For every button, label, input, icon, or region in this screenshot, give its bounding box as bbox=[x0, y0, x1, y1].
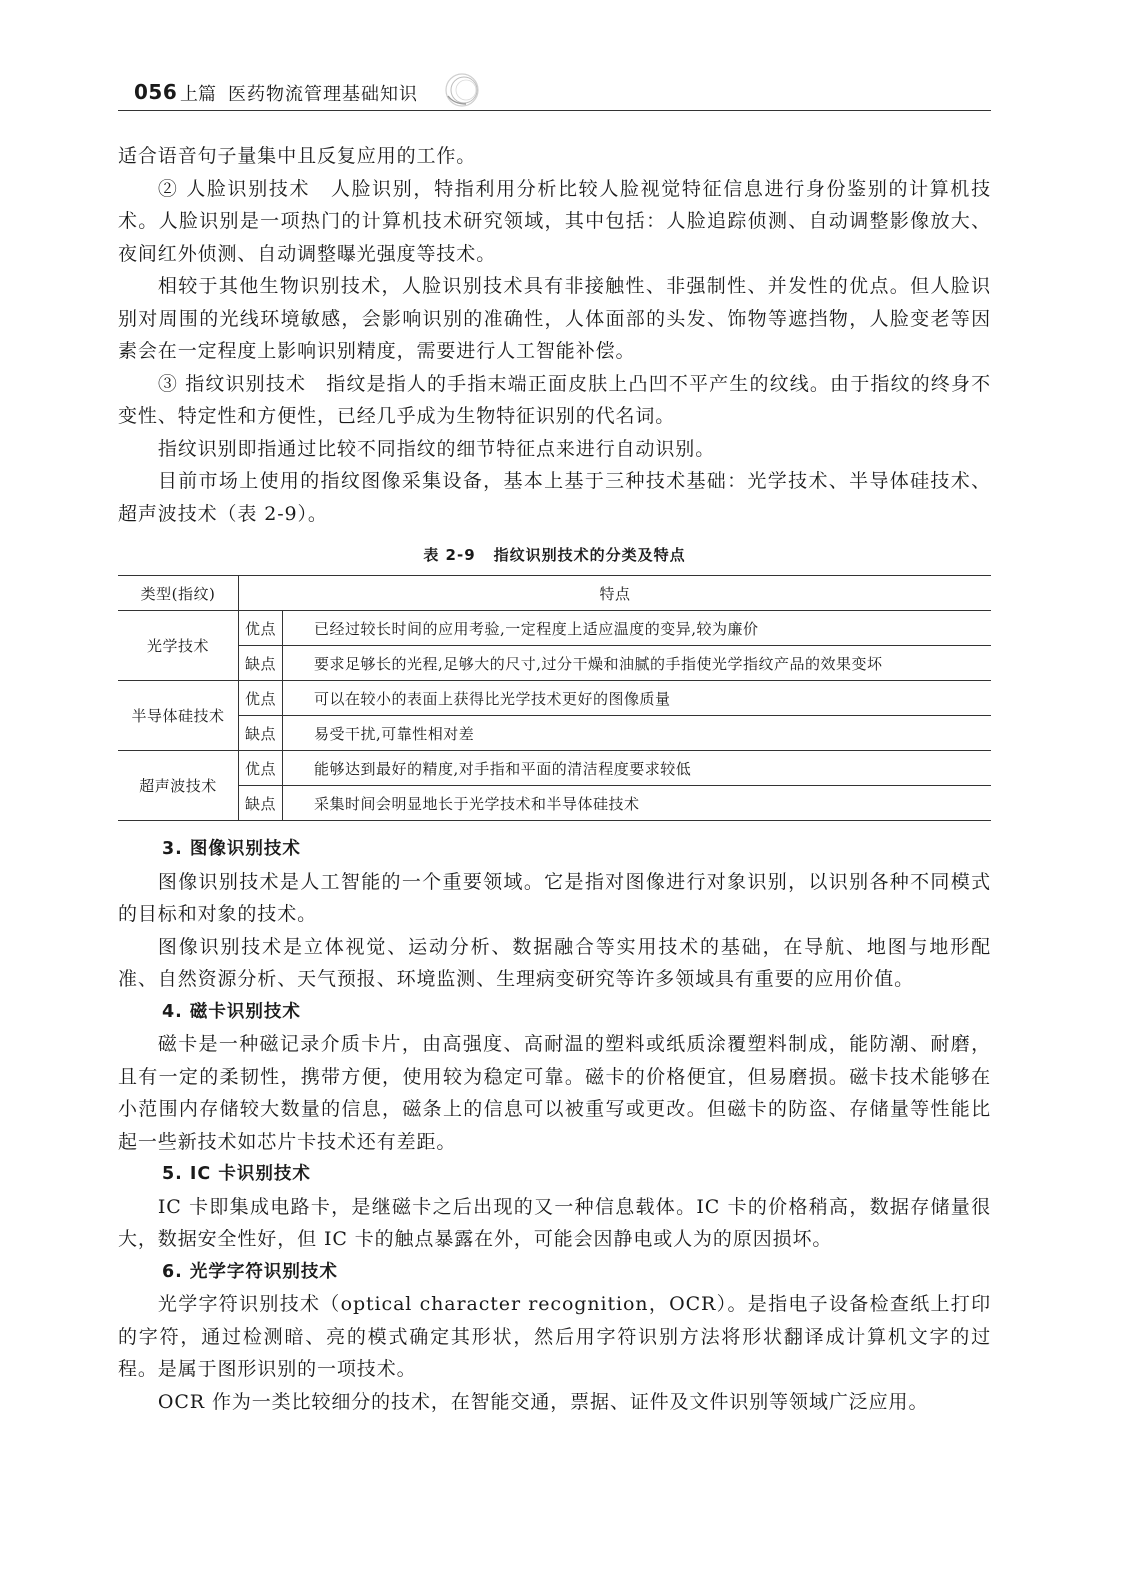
paragraph: 光学字符识别技术（optical character recognition，OCR）。是指电子设备检查纸上打印的字符，通过检测暗、亮的模式确定其形状，然后用字符识别方法将形状翻译成计算机文字的过程。是属于图形识别的一项技术。 bbox=[118, 1293, 991, 1380]
running-header bbox=[118, 74, 991, 114]
table-caption bbox=[118, 544, 991, 565]
paragraph: 图像识别技术是人工智能的一个重要领域。它是指对图像进行对象识别，以识别各种不同模式的目标和对象的技术。 bbox=[118, 870, 991, 925]
paragraph: OCR 作为一类比较细分的技术，在智能交通，票据、证件及文件识别等领域广泛应用。 bbox=[157, 1390, 929, 1413]
decorative-ring-icon bbox=[440, 70, 480, 110]
paragraph: 相较于其他生物识别技术，人脸识别技术具有非接触性、非强制性、并发性的优点。但人脸识别对周围的光线环境敏感，会影响识别的准确性，人体面部的头发、饰物等遮挡物，人脸变老等因素会在一定程度上影响识别精度，需要进行人工智能补偿。 bbox=[118, 275, 991, 362]
table-row bbox=[118, 611, 991, 646]
paragraph: 目前市场上使用的指纹图像采集设备，基本上基于三种技术基础：光学技术、半导体硅技术、超声波技术（表 2-9）。 bbox=[118, 470, 991, 525]
fingerprint-table bbox=[118, 575, 991, 821]
section-heading-image-recognition: 3. 图像识别技术 bbox=[162, 839, 301, 859]
page-number: 056 bbox=[134, 80, 178, 104]
table-number: 表 2-9 bbox=[423, 546, 476, 564]
table-header-row bbox=[118, 576, 991, 611]
book-title: 医药物流管理基础知识 bbox=[228, 84, 418, 105]
pro-label: 优点 bbox=[239, 751, 283, 786]
paragraph-fingerprint-recognition: ③ 指纹识别技术 指纹是指人的手指末端正面皮肤上凸凹不平产生的纹线。由于指纹的终身不变性、特定性和方便性，已经几乎成为生物特征识别的代名词。 bbox=[118, 372, 991, 427]
paragraph-face-recognition: ② 人脸识别技术 人脸识别，特指利用分析比较人脸视觉特征信息进行身份鉴别的计算机技术。人脸识别是一项热门的计算机技术研究领域，其中包括：人脸追踪侦测、自动调整影像放大、夜间红外侦测、自动调整曝光强度等技术。 bbox=[118, 177, 991, 265]
table-title: 指纹识别技术的分类及特点 bbox=[493, 546, 686, 564]
header-rule bbox=[118, 110, 991, 111]
pro-label: 优点 bbox=[239, 681, 283, 716]
table-row bbox=[118, 786, 991, 821]
con-label: 缺点 bbox=[239, 716, 283, 751]
paragraph: IC 卡即集成电路卡，是继磁卡之后出现的又一种信息载体。IC 卡的价格稍高，数据存储量很大，数据安全性好，但 IC 卡的触点暴露在外，可能会因静电或人为的原因损坏。 bbox=[118, 1195, 991, 1250]
section-heading-ic-card: 5. IC 卡识别技术 bbox=[162, 1164, 311, 1184]
table-row bbox=[118, 681, 991, 716]
page-content bbox=[118, 140, 991, 1418]
type-cell: 超声波技术 bbox=[118, 751, 239, 821]
feature-cell: 可以在较小的表面上获得比光学技术更好的图像质量 bbox=[283, 681, 992, 716]
part-label: 上篇 bbox=[180, 84, 216, 105]
table-row bbox=[118, 646, 991, 681]
feature-cell: 采集时间会明显地长于光学技术和半导体硅技术 bbox=[283, 786, 992, 821]
feature-cell: 要求足够长的光程,足够大的尺寸,过分干燥和油腻的手指使光学指纹产品的效果变坏 bbox=[283, 646, 992, 681]
con-label: 缺点 bbox=[239, 646, 283, 681]
type-cell: 半导体硅技术 bbox=[118, 681, 239, 751]
column-header-feature: 特点 bbox=[239, 576, 992, 611]
paragraph: 指纹识别即指通过比较不同指纹的细节特征点来进行自动识别。 bbox=[157, 437, 716, 460]
paragraph: 图像识别技术是立体视觉、运动分析、数据融合等实用技术的基础，在导航、地图与地形配准、自然资源分析、天气预报、环境监测、生理病变研究等许多领域具有重要的应用价值。 bbox=[118, 935, 991, 990]
feature-cell: 已经过较长时间的应用考验,一定程度上适应温度的变异,较为廉价 bbox=[283, 611, 992, 646]
table-row bbox=[118, 751, 991, 786]
feature-cell: 易受干扰,可靠性相对差 bbox=[283, 716, 992, 751]
table-row bbox=[118, 716, 991, 751]
paragraph: 适合语音句子量集中且反复应用的工作。 bbox=[118, 145, 477, 167]
column-header-type: 类型(指纹) bbox=[118, 576, 239, 611]
pro-label: 优点 bbox=[239, 611, 283, 646]
paragraph: 磁卡是一种磁记录介质卡片，由高强度、高耐温的塑料或纸质涂覆塑料制成，能防潮、耐磨，且有一定的柔韧性，携带方便，使用较为稳定可靠。磁卡的价格便宜，但易磨损。磁卡技术能够在小范围内存储较大数量的信息，磁条上的信息可以被重写或更改。但磁卡的防盗、存储量等性能比起一些新技术如芯片卡技术还有差距。 bbox=[118, 1033, 991, 1153]
section-heading-magnetic-card: 4. 磁卡识别技术 bbox=[162, 1001, 301, 1022]
con-label: 缺点 bbox=[239, 786, 283, 821]
feature-cell: 能够达到最好的精度,对手指和平面的清洁程度要求较低 bbox=[283, 751, 992, 786]
section-heading-ocr: 6. 光学字符识别技术 bbox=[162, 1261, 338, 1282]
type-cell: 光学技术 bbox=[118, 611, 239, 681]
